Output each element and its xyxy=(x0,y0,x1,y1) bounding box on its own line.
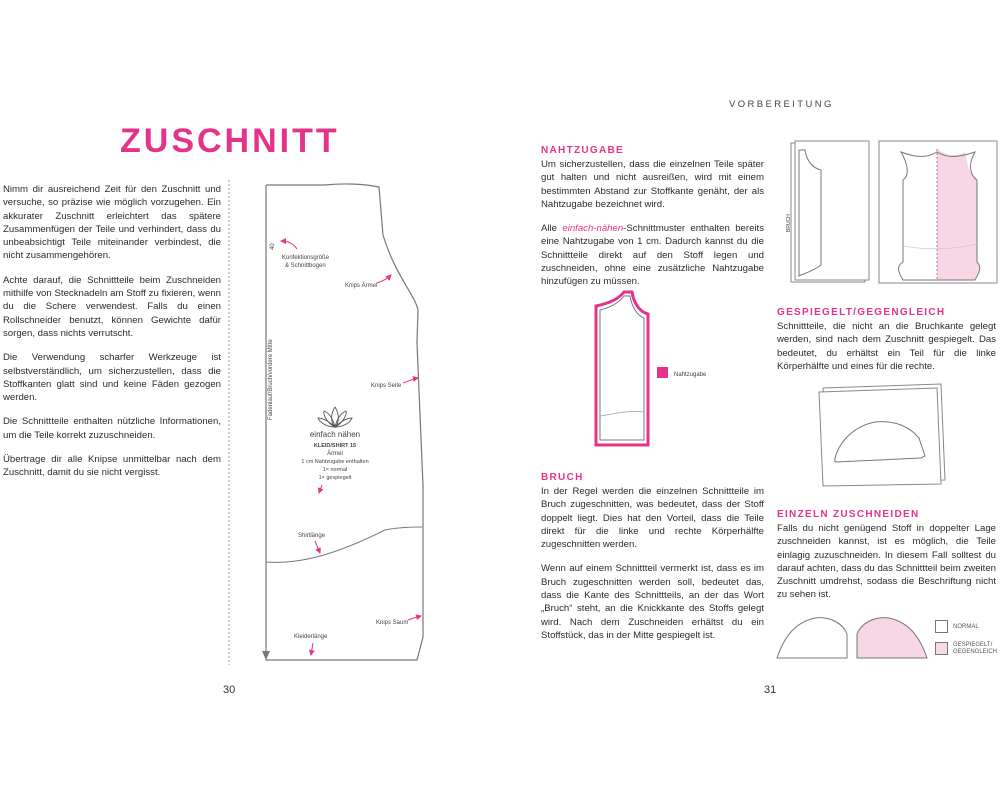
page-number-left: 30 xyxy=(223,684,236,696)
sleeve-mirrored xyxy=(857,618,927,658)
model-name: KLEID/SHIRT 15 xyxy=(313,443,357,449)
fold-arrow-icon xyxy=(262,651,270,660)
cut-mirrored: 1× gespiegelt xyxy=(318,475,352,481)
section-paragraph: Wenn auf einem Schnittteil vermerkt ist, dass es im Bruch zugeschnitten werden soll, bedeutet das, dass die Kante des Schnittteils, an der das Wort „Bruch“ steht, an die Knickkante des Stoffs gelegt wird. Nach dem Zuschneiden erhältst du ein Stoffstück, das in der Mitte gespiegelt ist. xyxy=(541,563,764,641)
single-cut-diagram xyxy=(775,606,930,666)
legend-mirrored-label xyxy=(953,642,997,656)
arrow-shirt-length xyxy=(315,541,320,553)
section-mirrored xyxy=(777,307,996,384)
fabric-sheet xyxy=(819,388,941,486)
arrow-dress-length xyxy=(311,643,313,655)
section-heading: NAHTZUGABE xyxy=(541,145,624,156)
arrow-armhole xyxy=(377,275,391,283)
fabric-sheet xyxy=(795,141,869,280)
intro-paragraph: Nimm dir ausreichend Zeit für den Zuschnitt und versuche, so präzise wie möglich vorzugehen. Ein akkurater Zuschnitt erleichtert das spätere Zusammenfügen der Teile und verhindert, dass du unbeabsichtigt Teile miteinander verbindest, die nicht zusammengehören. xyxy=(3,184,221,262)
section-heading: BRUCH xyxy=(541,472,584,483)
label-hem: Knips Saum xyxy=(376,620,409,626)
intro-paragraph: Die Schnittteile enthalten nützliche Informationen, um die Teile korrekt zuzuschneiden. xyxy=(3,416,221,441)
legend-mirrored-line: GEGENGLEICH xyxy=(953,649,998,655)
pattern-piece-diagram xyxy=(225,175,440,670)
intro-text-column xyxy=(3,183,221,491)
arrow-info xyxy=(319,485,322,493)
section-paragraph xyxy=(541,222,764,288)
section-seam-allowance xyxy=(541,145,764,300)
seam-allowance-diagram xyxy=(588,290,707,458)
lotus-logo-icon xyxy=(318,407,352,427)
intro-paragraph: Übertrage dir alle Knipse unmittelbar nach dem Zuschnitt, damit du sie nicht vergisst. xyxy=(3,454,221,479)
legend-mirrored-line: GESPIEGELT/ xyxy=(953,642,993,648)
section-paragraph: Um sicherzustellen, dass die einzelnen Teile später gut halten und nicht ausreißen, wird mit einem bestimmten Abstand zur Stoffkante genäht, der als Nahtzugabe bezeichnet wird. xyxy=(541,159,764,210)
size-code: 40 xyxy=(270,243,276,250)
page-title: ZUSCHNITT xyxy=(120,122,340,160)
seam-info: 1 cm Nahtzugabe enthalten xyxy=(301,459,369,465)
intro-paragraph: Die Verwendung scharfer Werkzeuge ist selbstverständlich, um sicherzustellen, dass die Stoffkanten glatt sind und keine Fäden gezogen werden. xyxy=(3,352,221,404)
brand-emphasis: einfach-nähen xyxy=(562,223,624,235)
running-head: VORBEREITUNG xyxy=(729,99,834,110)
pattern-outline xyxy=(600,296,644,440)
section-single-cut xyxy=(777,509,996,613)
legend-normal-label: NORMAL xyxy=(953,624,979,630)
page-number-right: 31 xyxy=(764,684,777,696)
sleeve-fabric-diagram xyxy=(815,382,955,487)
fold-diagram xyxy=(777,140,999,292)
shirt-length-line xyxy=(266,527,422,562)
cut-normal: 1× normal xyxy=(322,467,348,473)
grainline-label: Fadenlauf/Bruch/vordere Mitte xyxy=(268,339,274,420)
section-paragraph: In der Regel werden die einzelnen Schnittteile im Bruch zugeschnitten, was bedeutet, dass der Stoff doppelt liegt. Dies hat den Vorteil, dass die Teile direkt für die linke und rechte Körperhälfte zugeschnitten werden. xyxy=(541,486,764,551)
intro-paragraph: Achte darauf, die Schnittteile beim Zuschneiden mithilfe von Stecknadeln am Stoff zu fixieren, wenn du die Schere verwendest. Falls du einen Rollschneider benutzt, können Gewichte dafür sorgen, dass nichts verrutscht. xyxy=(3,274,221,339)
label-sheet: & Schnittbogen xyxy=(285,263,326,269)
piece-name: Ärmel xyxy=(327,451,343,457)
label-shirt-length: Shirtlänge xyxy=(298,533,326,539)
section-paragraph: Schnittteile, die nicht an die Bruchkante gelegt werden, sind nach dem Zuschnitt gespiegelt. Das bedeutet, du erhältst ein Teil für die linke Körperhälfte und eines für die rechte. xyxy=(777,321,996,372)
section-paragraph: Falls du nicht genügend Stoff in doppelter Lage zuschneiden kannst, ist es möglich, die Teile einlagig zuzuschneiden. In diesem Fall solltest du darauf achten, dass du das Schnittteil beim zweiten Zuschnitt umdrehst, sodass die Beschriftung nicht zu sehen ist. xyxy=(777,523,996,601)
section-fold xyxy=(541,472,764,653)
seam-allowance-swatch xyxy=(657,367,668,378)
arrow-size xyxy=(281,241,297,249)
legend-swatch-normal xyxy=(935,620,948,633)
label-side: Knips Seite xyxy=(371,383,402,389)
label-armhole: Knips Ärmel xyxy=(345,283,378,289)
seam-allowance-legend: Nahtzugabe xyxy=(674,372,707,378)
label-dress-length: Kleiderlänge xyxy=(294,634,328,640)
text-fragment: -Schnittmuster enthalten bereits eine Nahtzugabe von 1 cm. Dadurch kannst du die Schnittteile direkt auf den Stoff legen und zuschneiden, ohne eine zusätzliche Nahtzugabe hinzufügen zu müssen. xyxy=(541,223,764,288)
label-size: Konfektionsgröße xyxy=(282,255,330,261)
fold-label: BRUCH xyxy=(786,214,792,232)
text-fragment: Alle xyxy=(541,223,563,235)
section-heading: GESPIEGELT/GEGENGLEICH xyxy=(777,307,946,318)
sleeve-normal xyxy=(777,618,847,658)
legend-swatch-mirrored xyxy=(935,642,948,655)
arrow-hem xyxy=(408,616,421,620)
section-heading: EINZELN ZUSCHNEIDEN xyxy=(777,509,920,520)
brand-name: einfach nähen xyxy=(309,430,361,439)
arrow-side xyxy=(403,378,418,383)
